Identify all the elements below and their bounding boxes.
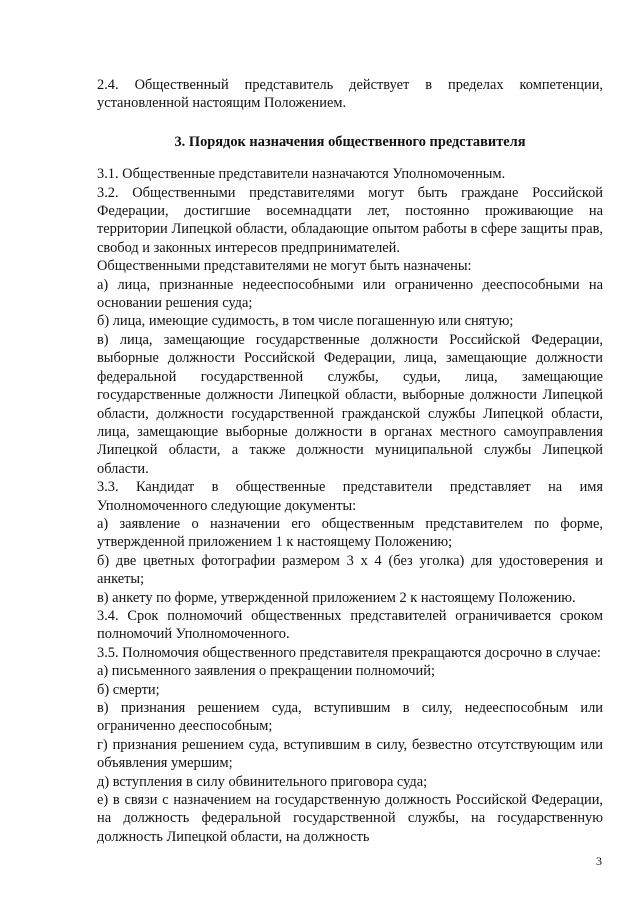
termination-item-e: е) в связи с назначением на государственную должность Российской Федерации, на должность федеральной государственной службы, на государственную должность Липецкой области, на должность — [97, 792, 603, 845]
list-item-a: а) лица, признанные недееспособными или ограниченно дееспособными на основании решения суда; — [97, 276, 603, 312]
paragraph-3-1: 3.1. Общественные представители назначаются Уполномоченным. — [97, 166, 506, 183]
document-item-a: а) заявление о назначении его общественным представителем по форме, утвержденной приложением 1 к настоящему Положению; — [97, 515, 603, 551]
termination-item-a: а) письменного заявления о прекращении полномочий; — [97, 663, 435, 680]
termination-item-g: г) признания решением суда, вступившим в силу, безвестно отсутствующим или объявления умершим; — [97, 736, 603, 772]
list-item-b: б) лица, имеющие судимость, в том числе погашенную или снятую; — [97, 313, 514, 330]
termination-item-d: д) вступления в силу обвинительного приговора суда; — [97, 773, 428, 790]
paragraph-3-3: 3.3. Кандидат в общественные представители представляет на имя Уполномоченного следующие документы: — [97, 479, 603, 514]
section-heading: 3. Порядок назначения общественного представителя — [174, 133, 526, 150]
paragraph-3-5: 3.5. Полномочия общественного представителя прекращаются досрочно в случае: — [97, 644, 601, 661]
paragraph-3-2: 3.2. Общественными представителями могут быть граждане Российской Федерации, достигшие восемнадцати лет, постоянно проживающие на территории Липецкой области, обладающие опытом работы в сфере защиты прав, свобод и законных интересов предпринимателей. — [97, 184, 603, 256]
page-number: 3 — [596, 854, 602, 868]
termination-item-b: б) смерти; — [97, 681, 160, 698]
document-item-v: в) анкету по форме, утвержденной приложением 2 к настоящему Положению. — [97, 589, 576, 606]
document-item-b: б) две цветных фотографии размером 3 х 4 (без уголка) для удостоверения и анкеты; — [97, 552, 603, 588]
paragraph-3-4: 3.4. Срок полномочий общественных представителей ограничивается сроком полномочий Уполномоченного. — [97, 607, 603, 643]
document-page — [97, 76, 603, 846]
paragraph-restrictions-intro: Общественными представителями не могут быть назначены: — [97, 258, 472, 275]
paragraph-2-4: 2.4. Общественный представитель действует в пределах компетенции, установленной настоящим Положением. — [97, 77, 603, 112]
list-item-v: в) лица, замещающие государственные должности Российской Федерации, выборные должности Российской Федерации, лица, замещающие должности федеральной государственной службы, судьи, лица, замещающие государственные должности Липецкой области, выборные должности Липецкой области, должности государственной гражданской службы Липецкой области, лица, замещающие выборные должности в органах местного самоуправления Липецкой области, а также должности муниципальной службы Липецкой области. — [97, 331, 603, 477]
termination-item-v: в) признания решением суда, вступившим в силу, недееспособным или ограниченно дееспособным; — [97, 700, 603, 735]
